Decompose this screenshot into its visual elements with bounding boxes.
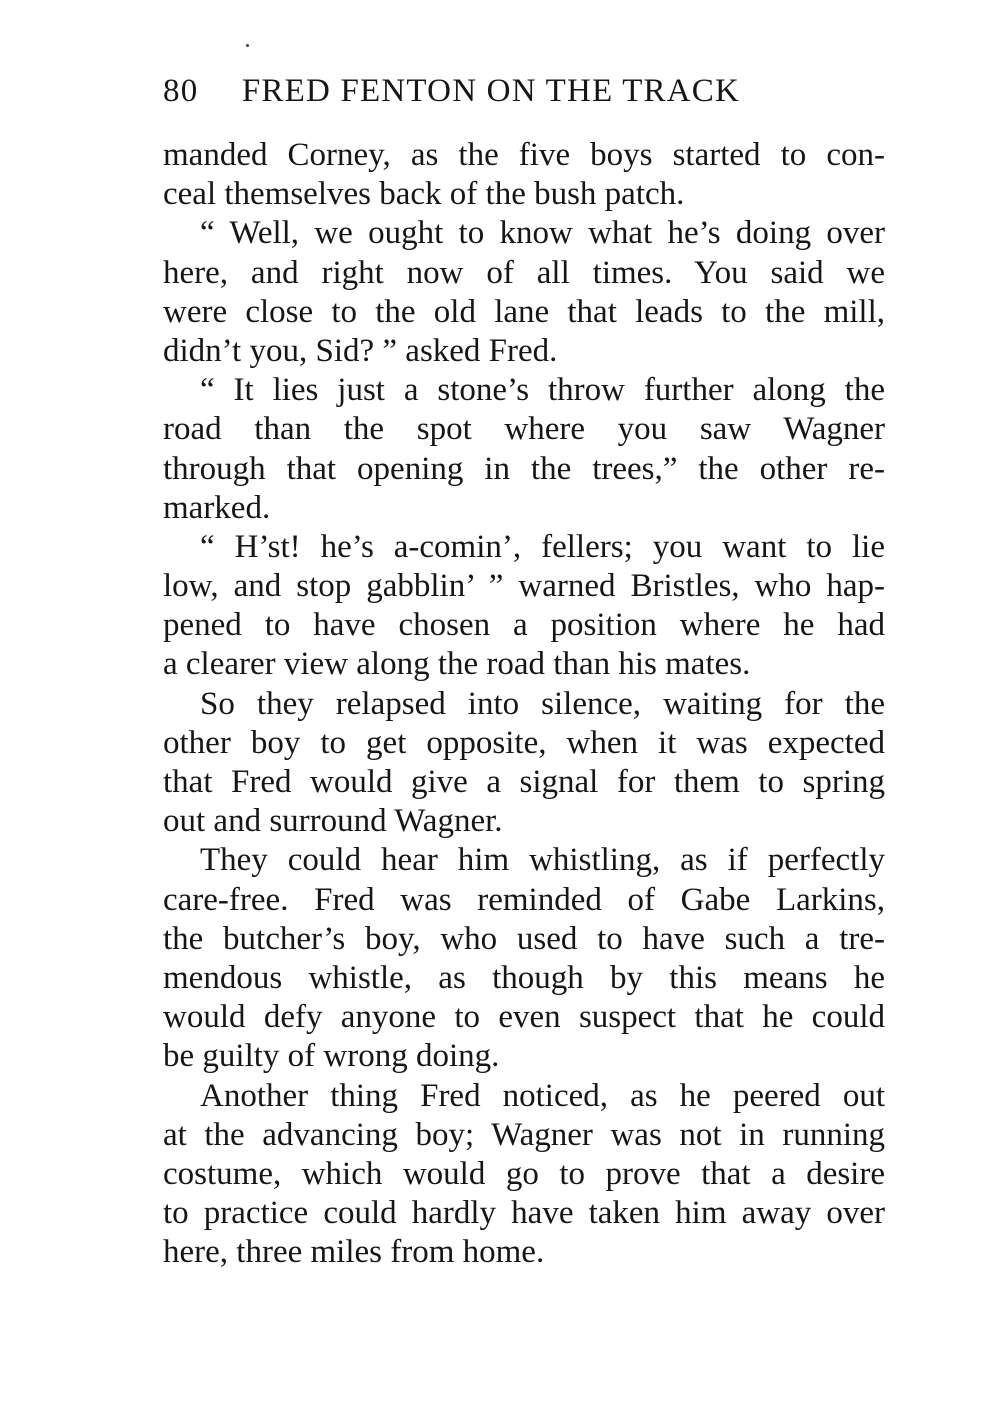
text-line: road than the spot where you saw Wagner [163,411,885,448]
text-line: didn’t you, Sid? ” asked Fred. [163,332,558,369]
text-line: So they relapsed into silence, waiting for the [200,685,885,722]
print-speck [246,44,249,47]
book-title: FRED FENTON ON THE TRACK [241,73,741,109]
text-line: a clearer view along the road than his mates. [163,646,751,683]
text-line: ceal themselves back of the bush patch. [163,176,685,213]
text-line: at the advancing boy; Wagner was not in running [163,1116,885,1153]
text-line: low, and stop gabblin’ ” warned Bristles, who hap- [163,568,885,605]
text-line: would defy anyone to even suspect that he could [163,999,885,1036]
text-line: marked. [163,489,271,526]
text-line: manded Corney, as the five boys started to con- [163,137,885,173]
text-line: “ H’st! he’s a-comin’, fellers; you want to lie [200,528,885,565]
text-line: through that opening in the trees,” the other re- [163,450,885,487]
text-line: were close to the old lane that leads to the mill, [163,293,885,330]
text-line: Another thing Fred noticed, as he peered out [200,1077,885,1114]
text-line: “ It lies just a stone’s throw further along the [200,372,885,409]
text-line: pened to have chosen a position where he had [163,607,885,644]
text-line: the butcher’s boy, who used to have such a tre- [163,920,885,957]
text-line: that Fred would give a signal for them to spring [163,764,885,800]
text-line: care-free. Fred was reminded of Gabe Larkins, [163,881,885,918]
text-line: out and surround Wagner. [163,803,503,840]
page-number: 80 [163,73,199,109]
text-line: mendous whistle, as though by this means he [163,959,885,996]
text-line: costume, which would go to prove that a desire [163,1155,885,1192]
text-line: here, and right now of all times. You said we [163,254,885,291]
text-line: “ Well, we ought to know what he’s doing over [200,215,885,252]
text-line: other boy to get opposite, when it was expected [163,724,885,761]
text-line: to practice could hardly have taken him away over [163,1195,885,1232]
text-line: be guilty of wrong doing. [163,1038,500,1075]
body-text [163,136,885,1272]
text-line: They could hear him whistling, as if perfectly [200,842,885,879]
running-head [163,68,885,114]
text-line: here, three miles from home. [163,1234,545,1271]
